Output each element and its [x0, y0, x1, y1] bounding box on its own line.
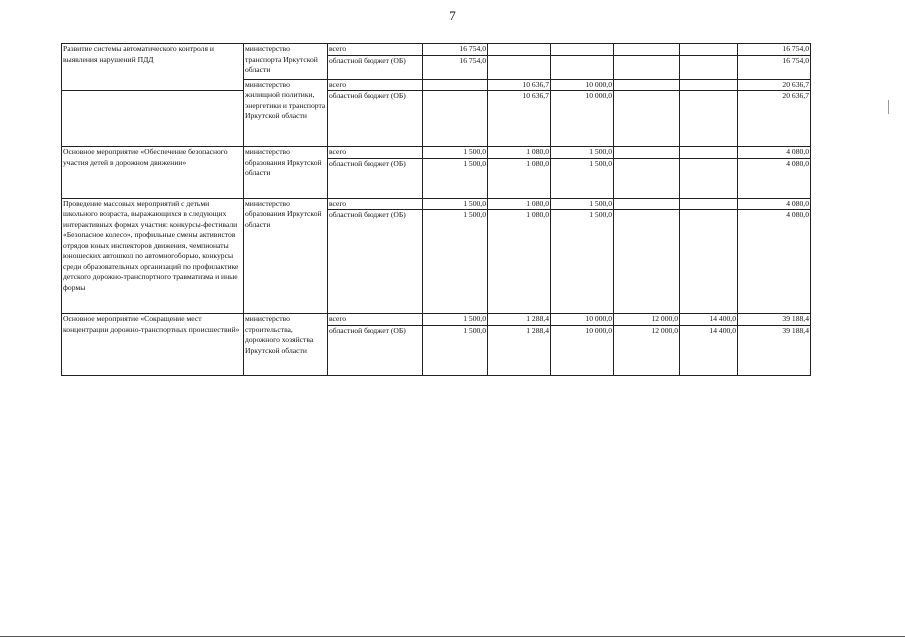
executor-cell: министерство образования Иркутской области — [244, 147, 328, 199]
value-cell — [423, 79, 488, 91]
value-cell — [680, 147, 738, 159]
executor-cell: министерство строительства, дорожного хозяйства Иркутской области — [244, 314, 328, 376]
value-cell — [614, 91, 680, 147]
value-cell — [614, 158, 680, 198]
executor-cell: министерство транспорта Иркутской области — [244, 44, 328, 80]
value-cell — [614, 198, 680, 210]
total-cell: 4 080,0 — [738, 147, 811, 159]
value-cell: 1 500,0 — [551, 158, 614, 198]
total-cell: 4 080,0 — [738, 158, 811, 198]
source-cell: областной бюджет (ОБ) — [328, 325, 423, 375]
value-cell: 10 636,7 — [488, 91, 551, 147]
value-cell: 1 500,0 — [423, 314, 488, 326]
value-cell: 14 400,0 — [680, 314, 738, 326]
value-cell — [423, 91, 488, 147]
value-cell — [614, 55, 680, 79]
executor-cell: министерство жилищной политики, энергетики и транспорта Иркутской области — [244, 79, 328, 147]
funding-table — [61, 43, 811, 376]
value-cell — [680, 44, 738, 56]
source-cell: областной бюджет (ОБ) — [328, 158, 423, 198]
table-row — [62, 91, 811, 147]
scan-edge-mark — [888, 100, 889, 114]
value-cell: 1 500,0 — [423, 158, 488, 198]
value-cell: 10 000,0 — [551, 79, 614, 91]
table-row — [62, 198, 811, 210]
value-cell — [551, 55, 614, 79]
value-cell: 10 000,0 — [551, 91, 614, 147]
value-cell — [680, 91, 738, 147]
value-cell: 1 500,0 — [423, 198, 488, 210]
source-cell: областной бюджет (ОБ) — [328, 55, 423, 79]
executor-cell: министерство образования Иркутской области — [244, 198, 328, 314]
scan-bottom-edge — [0, 636, 905, 637]
value-cell: 1 500,0 — [551, 210, 614, 314]
total-cell: 20 636,7 — [738, 79, 811, 91]
value-cell: 12 000,0 — [614, 325, 680, 375]
activity-cell: Основное мероприятие «Обеспечение безопасного участия детей в дорожном движении» — [62, 147, 244, 199]
total-cell: 4 080,0 — [738, 198, 811, 210]
value-cell — [614, 147, 680, 159]
value-cell: 1 500,0 — [551, 147, 614, 159]
value-cell — [614, 44, 680, 56]
value-cell: 1 500,0 — [423, 210, 488, 314]
source-cell: областной бюджет (ОБ) — [328, 210, 423, 314]
value-cell — [680, 158, 738, 198]
total-cell: 4 080,0 — [738, 210, 811, 314]
value-cell: 16 754,0 — [423, 44, 488, 56]
value-cell: 1 500,0 — [551, 198, 614, 210]
value-cell — [488, 44, 551, 56]
value-cell: 1 080,0 — [488, 198, 551, 210]
source-cell: всего — [328, 147, 423, 159]
value-cell: 1 080,0 — [488, 210, 551, 314]
activity-cell: Основное мероприятие «Сокращение мест концентрации дорожно-транспортных происшествий» — [62, 314, 244, 376]
value-cell: 10 636,7 — [488, 79, 551, 91]
activity-cell: Развитие системы автоматического контроля и выявления нарушений ПДД — [62, 44, 244, 91]
value-cell: 14 400,0 — [680, 325, 738, 375]
total-cell: 39 188,4 — [738, 325, 811, 375]
source-cell: всего — [328, 314, 423, 326]
value-cell — [614, 79, 680, 91]
value-cell: 1 080,0 — [488, 158, 551, 198]
source-cell: всего — [328, 198, 423, 210]
value-cell: 10 000,0 — [551, 325, 614, 375]
value-cell — [680, 55, 738, 79]
total-cell: 16 754,0 — [738, 44, 811, 56]
activity-cell-continued — [62, 91, 244, 147]
value-cell: 16 754,0 — [423, 55, 488, 79]
value-cell: 10 000,0 — [551, 314, 614, 326]
value-cell: 1 288,4 — [488, 314, 551, 326]
value-cell: 12 000,0 — [614, 314, 680, 326]
table-row — [62, 314, 811, 326]
source-cell: областной бюджет (ОБ) — [328, 91, 423, 147]
value-cell — [680, 198, 738, 210]
value-cell — [551, 44, 614, 56]
activity-cell: Проведение массовых мероприятий с детьми школьного возраста, выражающихся в следующих интерактивных формах участия: конкурсы-фестивали «Безопасное колесо», профильные смены активистов отрядов юных инспекторов движения, чемпионаты юношеских автошкол по автомногоборью, конкурсы среди образовательных организаций по профилактике детского дорожно-транспортного травматизма и иные формы — [62, 198, 244, 314]
value-cell — [680, 210, 738, 314]
source-cell: всего — [328, 44, 423, 56]
value-cell: 1 288,4 — [488, 325, 551, 375]
value-cell — [680, 79, 738, 91]
value-cell — [488, 55, 551, 79]
page-number: 7 — [449, 8, 456, 23]
total-cell: 20 636,7 — [738, 91, 811, 147]
value-cell — [614, 210, 680, 314]
source-cell: всего — [328, 79, 423, 91]
table-row — [62, 44, 811, 56]
total-cell: 39 188,4 — [738, 314, 811, 326]
total-cell: 16 754,0 — [738, 55, 811, 79]
table-row — [62, 147, 811, 159]
value-cell: 1 080,0 — [488, 147, 551, 159]
value-cell: 1 500,0 — [423, 147, 488, 159]
value-cell: 1 500,0 — [423, 325, 488, 375]
